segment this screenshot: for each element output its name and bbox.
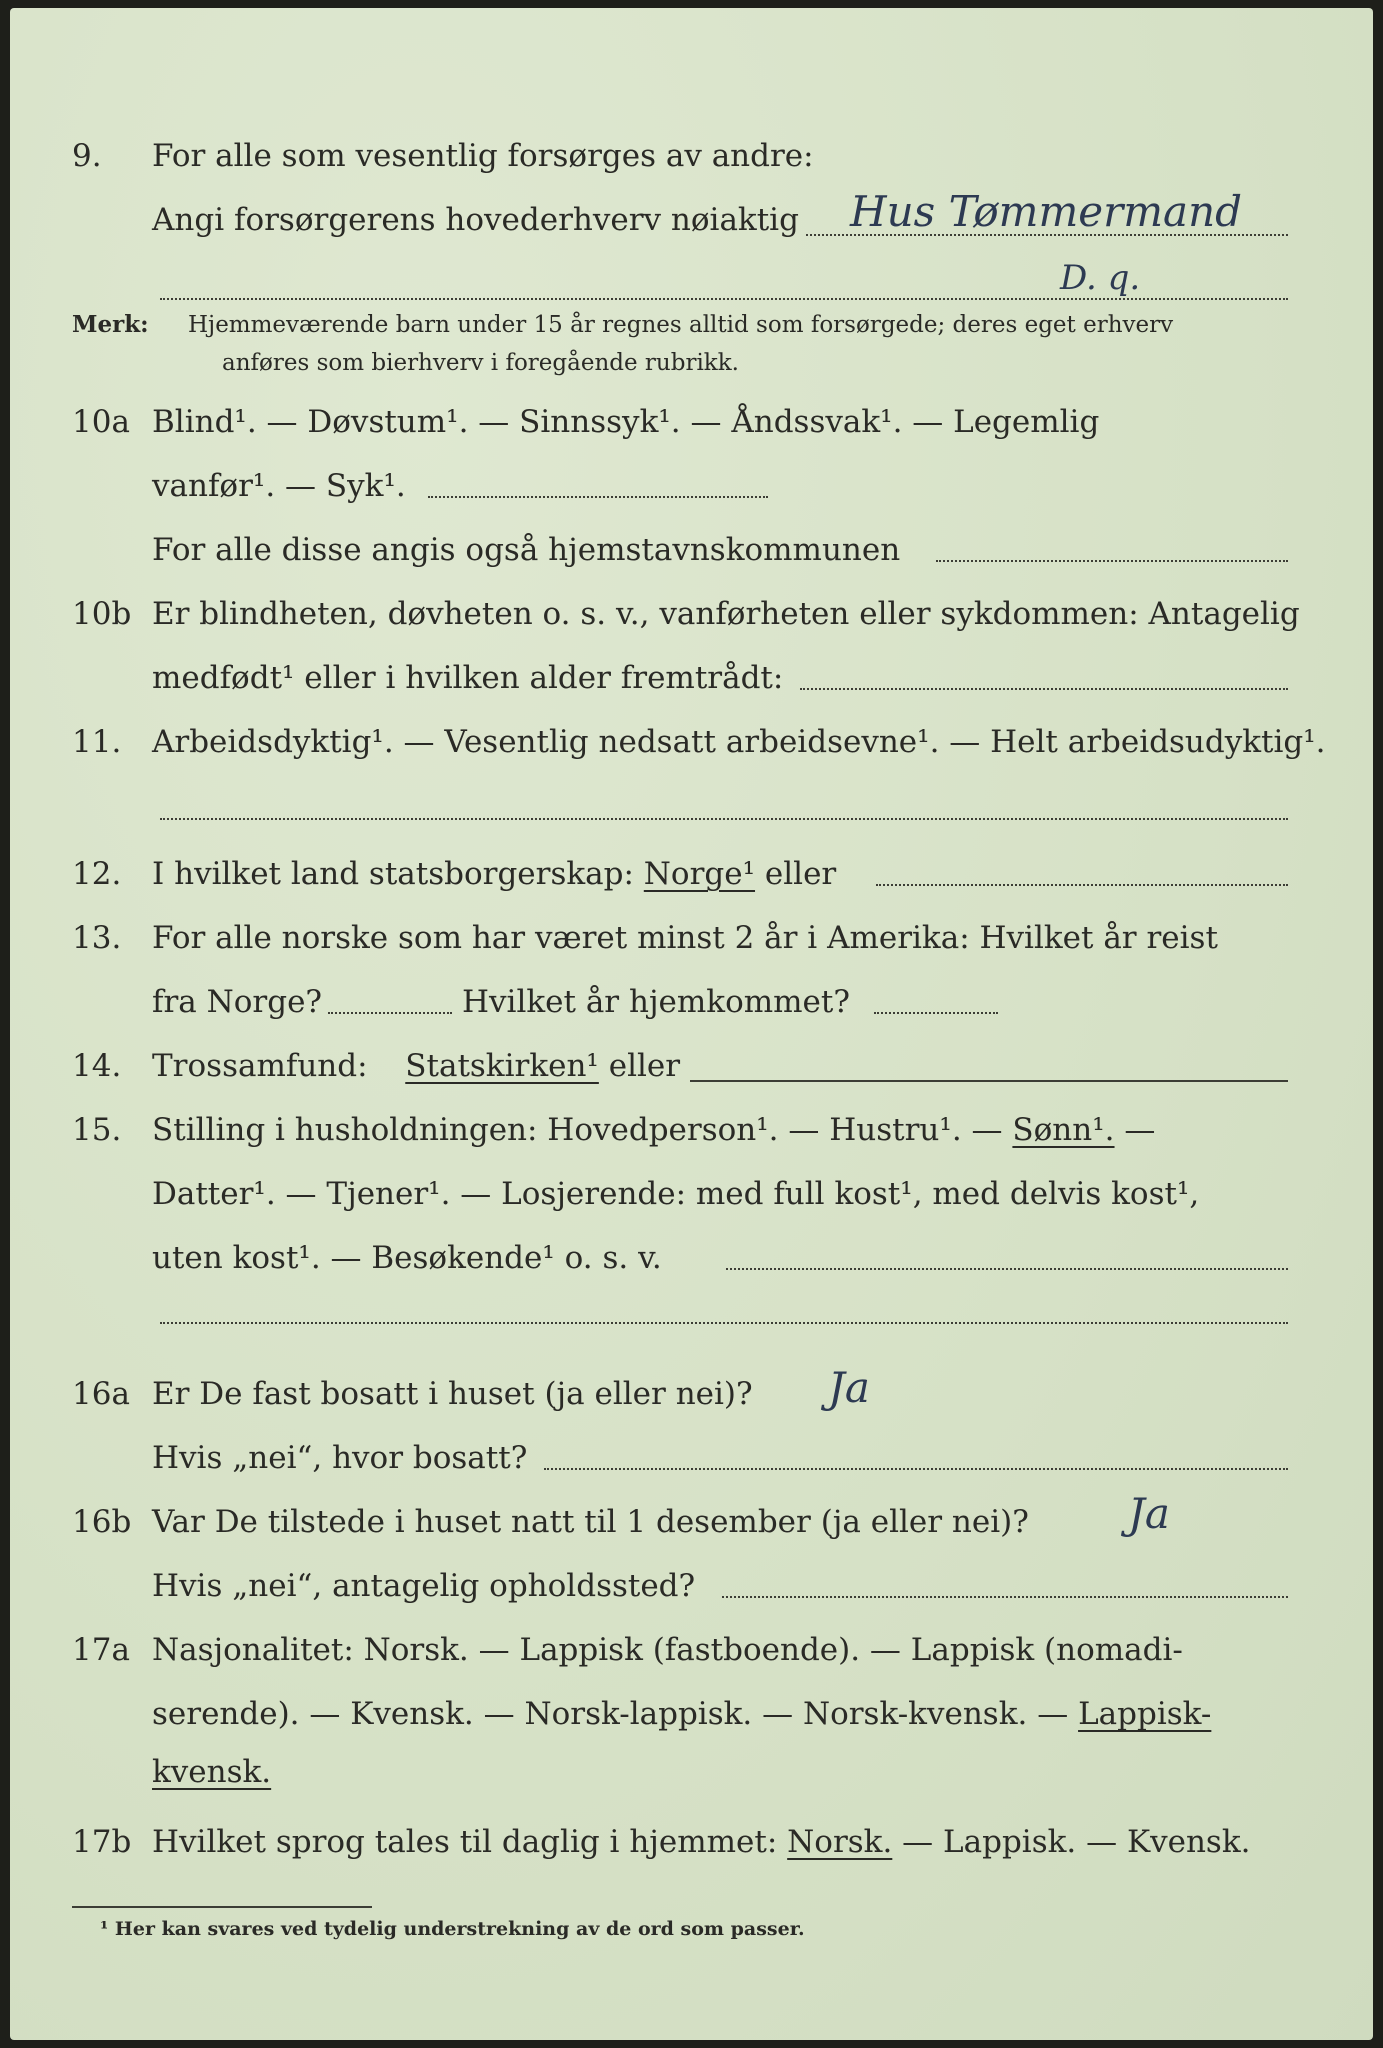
q10a-text-line3: For alle disse angis også hjemstavnskommunen — [152, 532, 901, 568]
q11-text-line1: Arbeidsdyktig¹. — Vesentlig nedsatt arbeidsevne¹. — Helt arbeidsudyktig¹. — [152, 724, 1326, 760]
merk-text-line1: Hjemmeværende barn under 15 år regnes alltid som forsørgede; deres eget erhverv — [188, 312, 1174, 338]
q16a-handwritten-answer[interactable]: Ja — [828, 1363, 870, 1412]
q15-answer-line — [726, 1266, 1288, 1270]
q13-year-returned-line — [874, 1010, 998, 1014]
q17b-underlined-choice[interactable]: Norsk. — [787, 1824, 893, 1860]
q17b-prefix: Hvilket sprog tales til daglig i hjemmet: — [152, 1824, 778, 1860]
q17a-line3 — [10, 1744, 1373, 1800]
q17a-line1 — [10, 1622, 1373, 1678]
q16b-line1 — [10, 1489, 1373, 1550]
q13-text-line2b: Hvilket år hjemkommet? — [462, 984, 850, 1020]
q9-handwritten-answer2[interactable]: D. q. — [1060, 258, 1141, 298]
q15-line1-prefix: Stilling i husholdningen: Hovedperson¹. — Hustru¹. — — [152, 1112, 1003, 1148]
q9-handwritten-answer[interactable]: Hus Tømmermand — [850, 187, 1243, 236]
q10a-line1 — [10, 394, 1373, 450]
q16a-text-line2: Hvis „nei“, hvor bosatt? — [152, 1440, 528, 1476]
q10b-line1 — [10, 586, 1373, 642]
q10a-number: 10a — [72, 404, 130, 440]
q14-answer-line — [690, 1080, 1288, 1082]
q17a-underlined-choice-part1[interactable]: Lappisk- — [1078, 1696, 1212, 1732]
q17b-text — [152, 1814, 1250, 1870]
q9-line1 — [10, 128, 1373, 184]
q17b-line1 — [10, 1814, 1373, 1870]
q11-line1 — [10, 714, 1373, 770]
footnote-divider — [72, 1906, 372, 1908]
q12-line1 — [10, 846, 1373, 902]
q17b-number: 17b — [72, 1824, 132, 1860]
q17a-text-line1: Nasjonalitet: Norsk. — Lappisk (fastboende). — Lappisk (nomadi- — [152, 1632, 1183, 1668]
q15-answer-line2 — [160, 1320, 1288, 1324]
q10a-line3 — [10, 522, 1373, 578]
q13-text-line1: For alle norske som har været minst 2 år i Amerika: Hvilket år reist — [152, 920, 1218, 956]
q15-line1 — [10, 1102, 1373, 1158]
q10a-home-line — [936, 558, 1288, 562]
q16b-text-line1: Var De tilstede i huset natt til 1 desember (ja eller nei)? — [152, 1504, 1029, 1540]
merk-label: Merk: — [72, 311, 149, 338]
q17a-underlined-choice-part2[interactable]: kvensk. — [152, 1754, 272, 1790]
q12-text — [152, 846, 836, 902]
q15-underlined-choice[interactable]: Sønn¹. — [1012, 1112, 1115, 1148]
q15-text-line3: uten kost¹. — Besøkende¹ o. s. v. — [152, 1240, 662, 1276]
q10a-line2 — [10, 458, 1373, 514]
footnote: ¹ Her kan svares ved tydelig understrekning av de ord som passer. — [100, 1918, 805, 1940]
q9-number: 9. — [72, 138, 102, 174]
q15-line3 — [10, 1230, 1373, 1286]
q17a-line2-prefix: serende). — Kvensk. — Norsk-lappisk. — Norsk-kvensk. — — [152, 1696, 1069, 1732]
q9-line2 — [10, 187, 1373, 248]
q14-text — [152, 1038, 680, 1094]
q13-year-left-line — [328, 1010, 452, 1014]
q10b-text-line2: medfødt¹ eller i hvilken alder fremtrådt: — [152, 660, 784, 696]
q16a-line1 — [10, 1363, 1373, 1422]
q15-text-line2: Datter¹. — Tjener¹. — Losjerende: med full kost¹, med delvis kost¹, — [152, 1176, 1200, 1212]
q15-number: 15. — [72, 1112, 122, 1148]
q15-line2 — [10, 1166, 1373, 1222]
merk-text-line2: anføres som bierhverv i foregående rubrikk. — [222, 350, 739, 376]
q13-line2 — [10, 974, 1373, 1030]
q12-answer-line — [876, 882, 1288, 886]
q9-text-line2: Angi forsørgerens hovederhverv nøiaktig — [152, 202, 799, 238]
q16a-line2 — [10, 1430, 1373, 1486]
q11-number: 11. — [72, 724, 122, 760]
q13-text-line2a: fra Norge? — [152, 984, 323, 1020]
q16b-answer-line — [722, 1594, 1288, 1598]
q13-line1 — [10, 910, 1373, 966]
q17a-number: 17a — [72, 1632, 130, 1668]
q16a-number: 16a — [72, 1376, 130, 1412]
q12-suffix: eller — [764, 856, 837, 892]
q12-number: 12. — [72, 856, 122, 892]
merk-note — [72, 306, 1312, 382]
q9-answer-line — [806, 232, 1288, 236]
q16a-answer-line — [544, 1466, 1288, 1470]
q14-suffix: eller — [608, 1048, 681, 1084]
q17a-text-line2 — [152, 1686, 1211, 1742]
q13-number: 13. — [72, 920, 122, 956]
q14-prefix: Trossamfund: — [152, 1048, 368, 1084]
q10b-text-line1: Er blindheten, døvheten o. s. v., vanførheten eller sykdommen: Antagelig — [152, 596, 1300, 632]
q11-answer-line — [160, 816, 1288, 820]
q14-line1 — [10, 1038, 1373, 1094]
q16a-text-line1: Er De fast bosatt i huset (ja eller nei)? — [152, 1376, 753, 1412]
q10b-line2 — [10, 650, 1373, 706]
q10a-answer-line — [428, 494, 768, 498]
q12-underlined-choice[interactable]: Norge¹ — [643, 856, 756, 892]
q16b-line2 — [10, 1558, 1373, 1614]
q16b-text-line2: Hvis „nei“, antagelig opholdssted? — [152, 1568, 696, 1604]
q14-number: 14. — [72, 1048, 122, 1084]
q9-answer-line2 — [160, 296, 1288, 300]
q16b-handwritten-answer[interactable]: Ja — [1128, 1489, 1170, 1538]
q17a-line2 — [10, 1686, 1373, 1742]
q14-underlined-choice[interactable]: Statskirken¹ — [405, 1048, 599, 1084]
census-form-page — [10, 8, 1373, 2040]
q10a-text-line1: Blind¹. — Døvstum¹. — Sinnssyk¹. — Åndssvak¹. — Legemlig — [152, 404, 1100, 440]
q10a-text-line2: vanfør¹. — Syk¹. — [152, 468, 406, 504]
q17b-suffix: — Lappisk. — Kvensk. — [902, 1824, 1251, 1860]
q10b-answer-line — [800, 686, 1288, 690]
q16b-number: 16b — [72, 1504, 132, 1540]
q15-line1-suffix: — — [1124, 1112, 1156, 1148]
q15-text-line1 — [152, 1102, 1155, 1158]
q12-prefix: I hvilket land statsborgerskap: — [152, 856, 634, 892]
q9-text-line1: For alle som vesentlig forsørges av andre: — [152, 138, 814, 174]
q10b-number: 10b — [72, 596, 132, 632]
